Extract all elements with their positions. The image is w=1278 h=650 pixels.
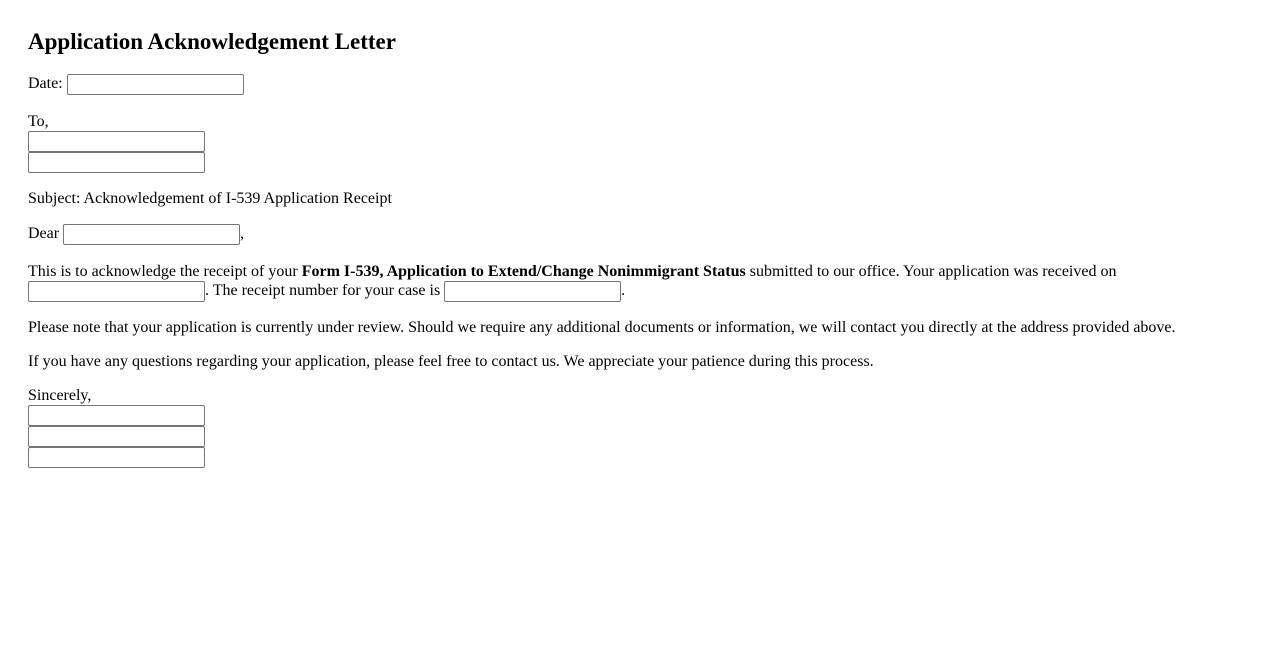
to-address-line1-input[interactable] — [28, 131, 205, 152]
salutation-row — [28, 224, 1278, 245]
closing-label: Sincerely, — [28, 387, 92, 404]
closing-block — [28, 386, 1278, 468]
sender-line1-input[interactable] — [28, 405, 205, 426]
body1-part2: submitted to our office. Your application was received on — [745, 263, 1117, 280]
contact-paragraph: If you have any questions regarding your application, please feel free to contact us. We appreciate your patience during this process. — [28, 353, 874, 370]
sender-line3-input[interactable] — [28, 447, 205, 468]
review-paragraph: Please note that your application is currently under review. Should we require any additional documents or information, we will contact you directly at the address provided above. — [28, 319, 1176, 336]
received-date-input[interactable] — [28, 281, 205, 302]
body1-part1: This is to acknowledge the receipt of your — [28, 263, 302, 280]
page-title: Application Acknowledgement Letter — [28, 29, 396, 54]
recipient-name-input[interactable] — [63, 224, 240, 245]
sender-fields — [28, 405, 1278, 468]
to-block — [28, 112, 1278, 173]
to-address-line2-input[interactable] — [28, 152, 205, 173]
sender-line2-input[interactable] — [28, 426, 205, 447]
receipt-number-input[interactable] — [444, 281, 621, 302]
date-row — [28, 74, 1278, 95]
acknowledgement-paragraph — [28, 262, 1278, 302]
date-label: Date: — [28, 75, 63, 93]
date-input[interactable] — [67, 74, 244, 95]
form-name-bold: Form I-539, Application to Extend/Change Nonimmigrant Status — [301, 263, 746, 280]
salutation-comma: , — [240, 225, 245, 243]
subject-line: Subject: Acknowledgement of I-539 Application Receipt — [28, 190, 392, 207]
body1-part3: . The receipt number for your case is — [205, 282, 445, 300]
recipient-address-fields — [28, 131, 1278, 173]
body1-part4: . — [621, 282, 626, 300]
to-label: To, — [28, 113, 49, 130]
dear-label: Dear — [28, 225, 60, 243]
